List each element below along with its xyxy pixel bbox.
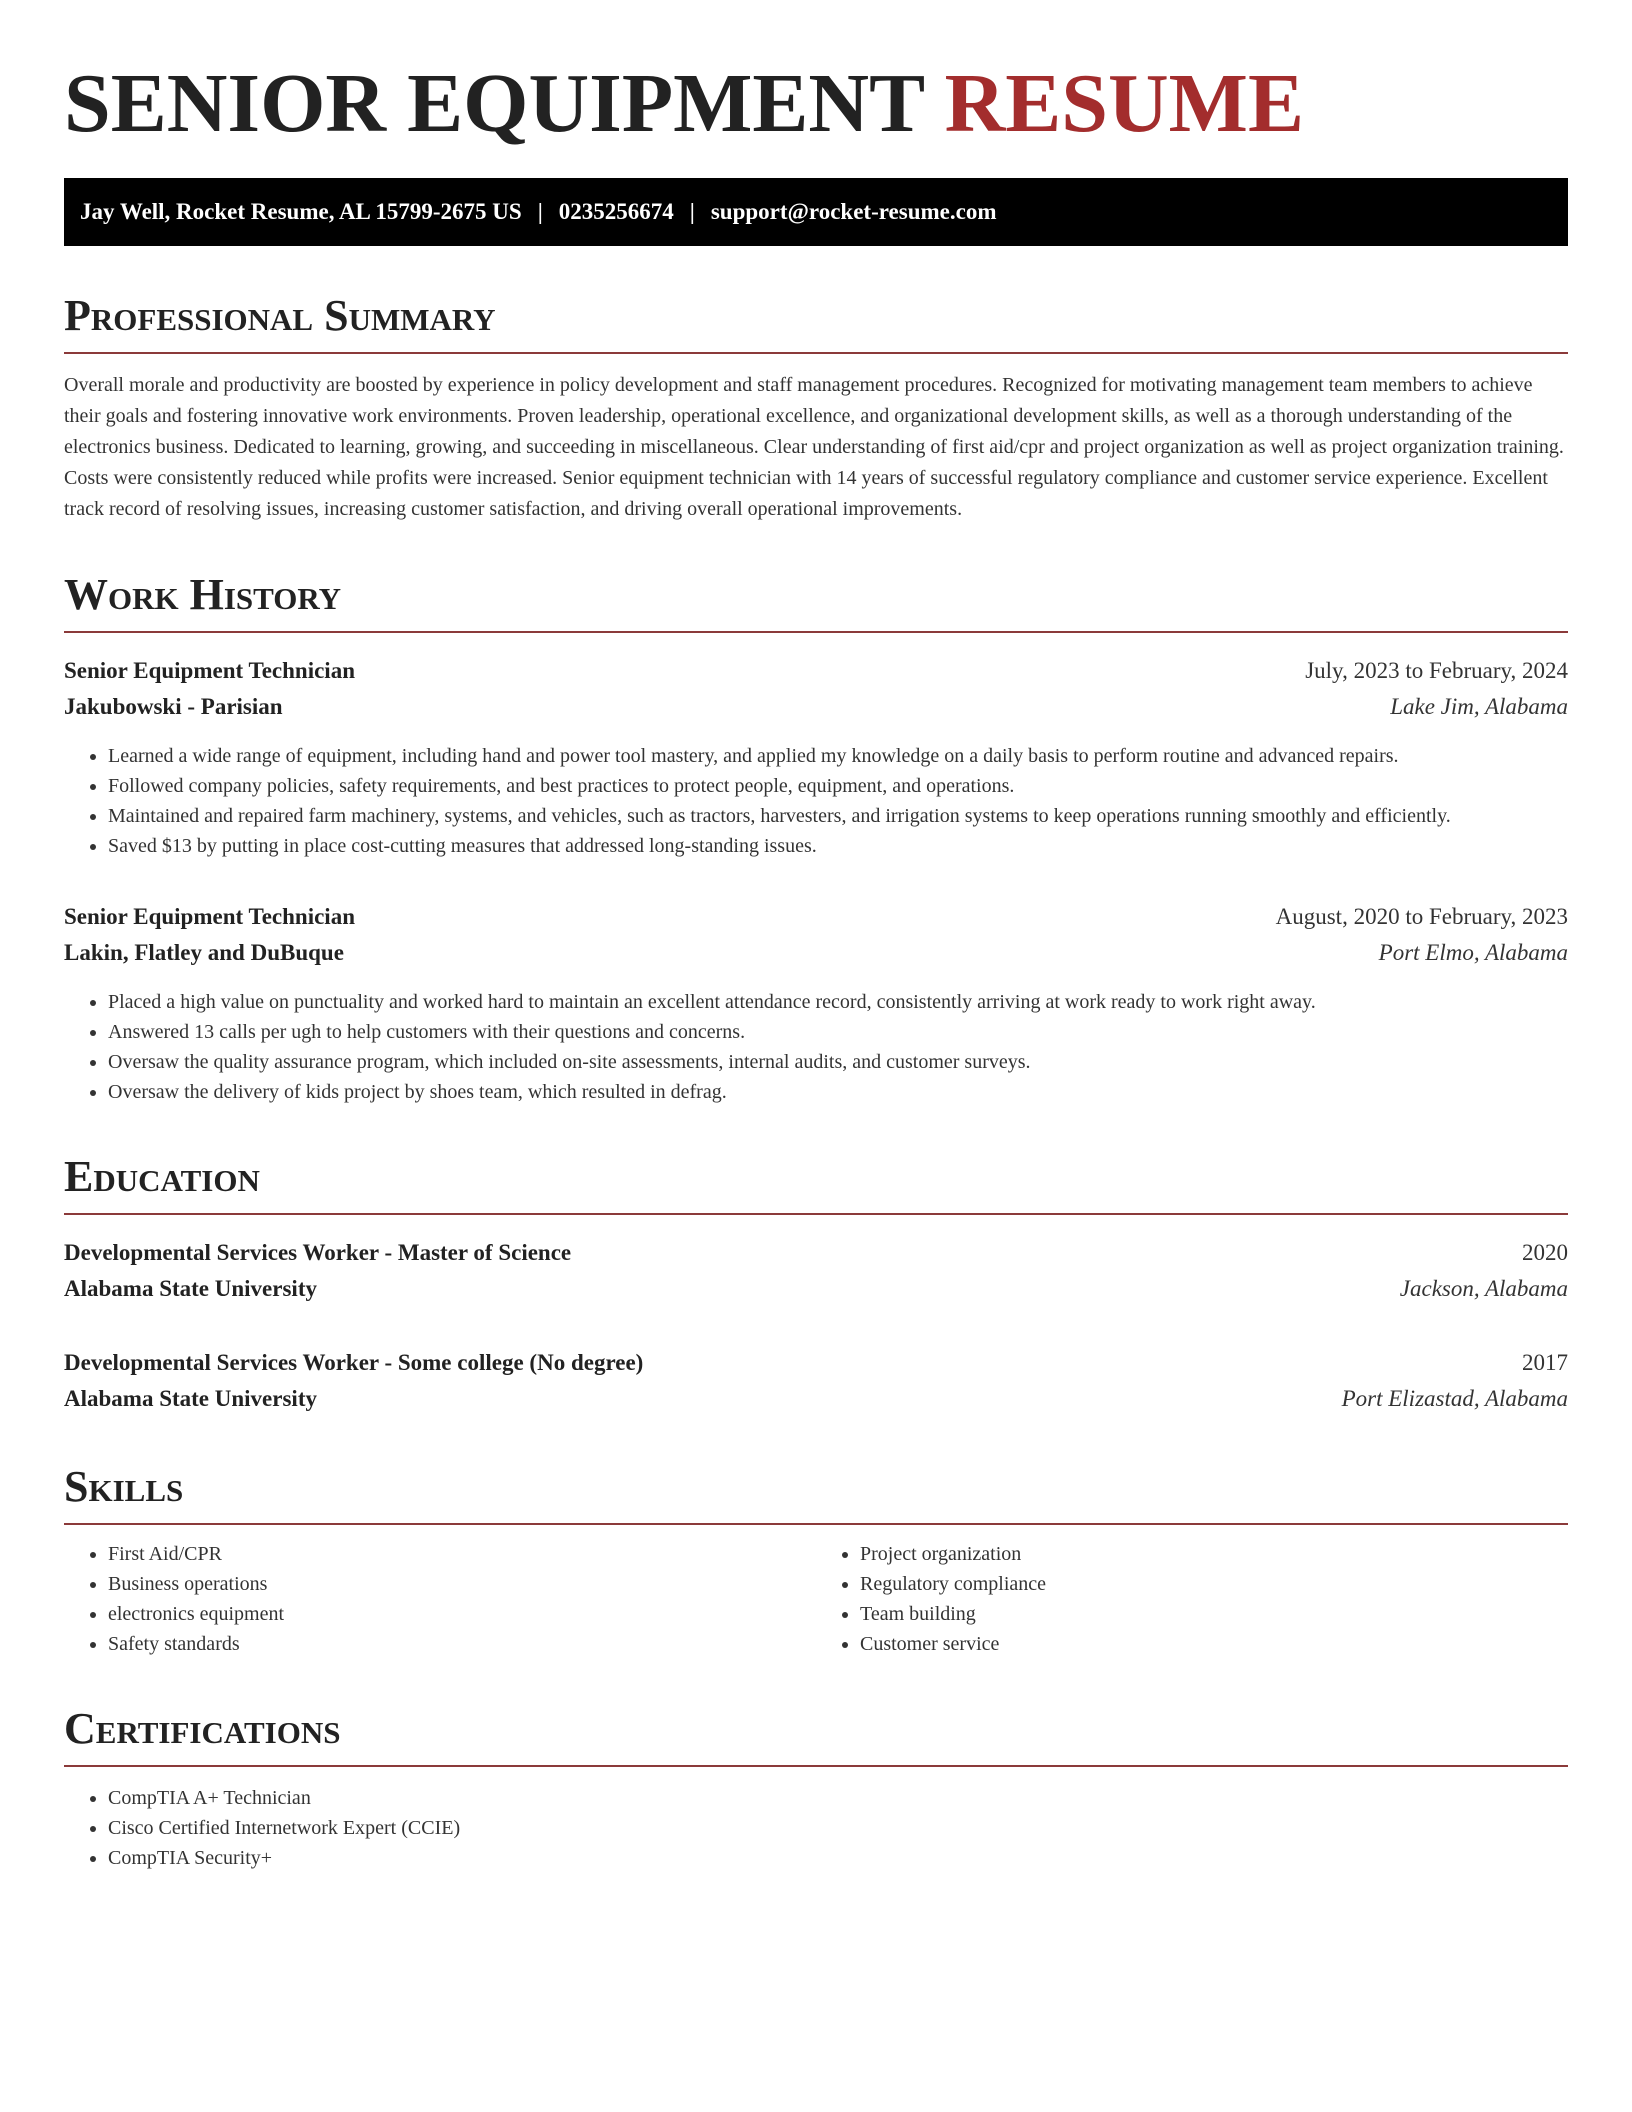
certifications-list bbox=[64, 1783, 1568, 1873]
certification-item: • Cisco Certified Internetwork Expert (CCIE) bbox=[108, 1813, 1568, 1843]
education-school: Alabama State University bbox=[64, 1276, 317, 1301]
job-entry bbox=[64, 653, 1568, 861]
skill-item: • Project organization bbox=[860, 1539, 1568, 1569]
job-dates: August, 2020 to February, 2023 bbox=[1275, 904, 1568, 929]
skill-item: • Regulatory compliance bbox=[860, 1569, 1568, 1599]
job-bullet: • Oversaw the delivery of kids project by shoes team, which resulted in defrag. bbox=[108, 1077, 1568, 1107]
education-year: 2017 bbox=[1522, 1350, 1568, 1375]
job-entry bbox=[64, 899, 1568, 1107]
job-title: Senior Equipment Technician bbox=[64, 658, 355, 683]
job-header-row bbox=[64, 653, 1568, 689]
education-location: Port Elizastad, Alabama bbox=[1341, 1386, 1568, 1411]
education-location: Jackson, Alabama bbox=[1399, 1276, 1568, 1301]
job-company: Jakubowski - Parisian bbox=[64, 694, 283, 719]
job-header-row bbox=[64, 899, 1568, 935]
skill-item: • Customer service bbox=[860, 1629, 1568, 1659]
job-bullet: • Learned a wide range of equipment, including hand and power tool mastery, and applied my knowledge on a daily basis to perform routine and advanced repairs. bbox=[108, 741, 1568, 771]
skill-item: • Business operations bbox=[108, 1569, 816, 1599]
work-history-heading: Work History bbox=[64, 569, 1568, 633]
education-degree: Developmental Services Worker - Master of Science bbox=[64, 1240, 572, 1265]
skill-item: • First Aid/CPR bbox=[108, 1539, 816, 1569]
contact-bar bbox=[64, 178, 1568, 246]
job-bullet: • Answered 13 calls per ugh to help customers with their questions and concerns. bbox=[108, 1017, 1568, 1047]
certification-item: • CompTIA A+ Technician bbox=[108, 1783, 1568, 1813]
education-degree-row bbox=[64, 1345, 1568, 1381]
education-degree-row bbox=[64, 1235, 1568, 1271]
title-main: SENIOR EQUIPMENT bbox=[64, 57, 924, 150]
contact-separator: | bbox=[689, 199, 695, 224]
job-company-row bbox=[64, 935, 1568, 971]
skills-grid bbox=[64, 1539, 1568, 1659]
job-bullet: • Saved $13 by putting in place cost-cutting measures that addressed long-standing issues. bbox=[108, 831, 1568, 861]
title-accent: RESUME bbox=[944, 57, 1304, 150]
contact-separator: | bbox=[537, 199, 543, 224]
education-entry bbox=[64, 1345, 1568, 1417]
summary-section bbox=[64, 290, 1568, 525]
education-school-row bbox=[64, 1271, 1568, 1307]
job-company-row bbox=[64, 689, 1568, 725]
skills-heading: Skills bbox=[64, 1461, 1568, 1525]
education-school-row bbox=[64, 1381, 1568, 1417]
education-section bbox=[64, 1151, 1568, 1417]
job-company: Lakin, Flatley and DuBuque bbox=[64, 940, 344, 965]
job-dates: July, 2023 to February, 2024 bbox=[1305, 658, 1568, 683]
skill-item: • Team building bbox=[860, 1599, 1568, 1629]
skill-item: • Safety standards bbox=[108, 1629, 816, 1659]
job-location: Port Elmo, Alabama bbox=[1378, 940, 1568, 965]
education-heading: Education bbox=[64, 1151, 1568, 1215]
skill-item: • electronics equipment bbox=[108, 1599, 816, 1629]
education-degree: Developmental Services Worker - Some college (No degree) bbox=[64, 1350, 644, 1375]
contact-phone: 0235256674 bbox=[558, 199, 674, 224]
work-history-section bbox=[64, 569, 1568, 1107]
resume-title bbox=[64, 56, 1568, 152]
contact-email: support@rocket-resume.com bbox=[710, 199, 997, 224]
contact-address: Jay Well, Rocket Resume, AL 15799-2675 US bbox=[80, 199, 522, 224]
job-location: Lake Jim, Alabama bbox=[1390, 694, 1568, 719]
job-title: Senior Equipment Technician bbox=[64, 904, 355, 929]
job-bullets bbox=[64, 987, 1568, 1107]
skills-column-2 bbox=[816, 1539, 1568, 1659]
skills-column-1 bbox=[64, 1539, 816, 1659]
skills-section bbox=[64, 1461, 1568, 1659]
job-bullet: • Placed a high value on punctuality and worked hard to maintain an excellent attendance record, consistently arriving at work ready to work right away. bbox=[108, 987, 1568, 1017]
job-bullets bbox=[64, 741, 1568, 861]
certifications-heading: Certifications bbox=[64, 1703, 1568, 1767]
job-bullet: • Oversaw the quality assurance program, which included on-site assessments, internal audits, and customer surveys. bbox=[108, 1047, 1568, 1077]
certification-item: • CompTIA Security+ bbox=[108, 1843, 1568, 1873]
summary-text: Overall morale and productivity are boosted by experience in policy development and staff management procedures. Recognized for motivating management team members to achieve their goals and fostering innovative work environments. Proven leadership, operational excellence, and organizational development skills, as well as a thorough understanding of the electronics business. Dedicated to learning, growing, and succeeding in miscellaneous. Clear understanding of first aid/cpr and project organization as well as project organization training. Costs were consistently reduced while profits were increased. Senior equipment technician with 14 years of successful regulatory compliance and customer service experience. Excellent track record of resolving issues, increasing customer satisfaction, and driving overall operational improvements. bbox=[64, 374, 1564, 520]
education-entry bbox=[64, 1235, 1568, 1307]
job-bullet: • Maintained and repaired farm machinery, systems, and vehicles, such as tractors, harvesters, and irrigation systems to keep operations running smoothly and efficiently. bbox=[108, 801, 1568, 831]
summary-heading: Professional Summary bbox=[64, 290, 1568, 354]
education-year: 2020 bbox=[1522, 1240, 1568, 1265]
education-school: Alabama State University bbox=[64, 1386, 317, 1411]
job-bullet: • Followed company policies, safety requirements, and best practices to protect people, equipment, and operations. bbox=[108, 771, 1568, 801]
certifications-section bbox=[64, 1703, 1568, 1873]
